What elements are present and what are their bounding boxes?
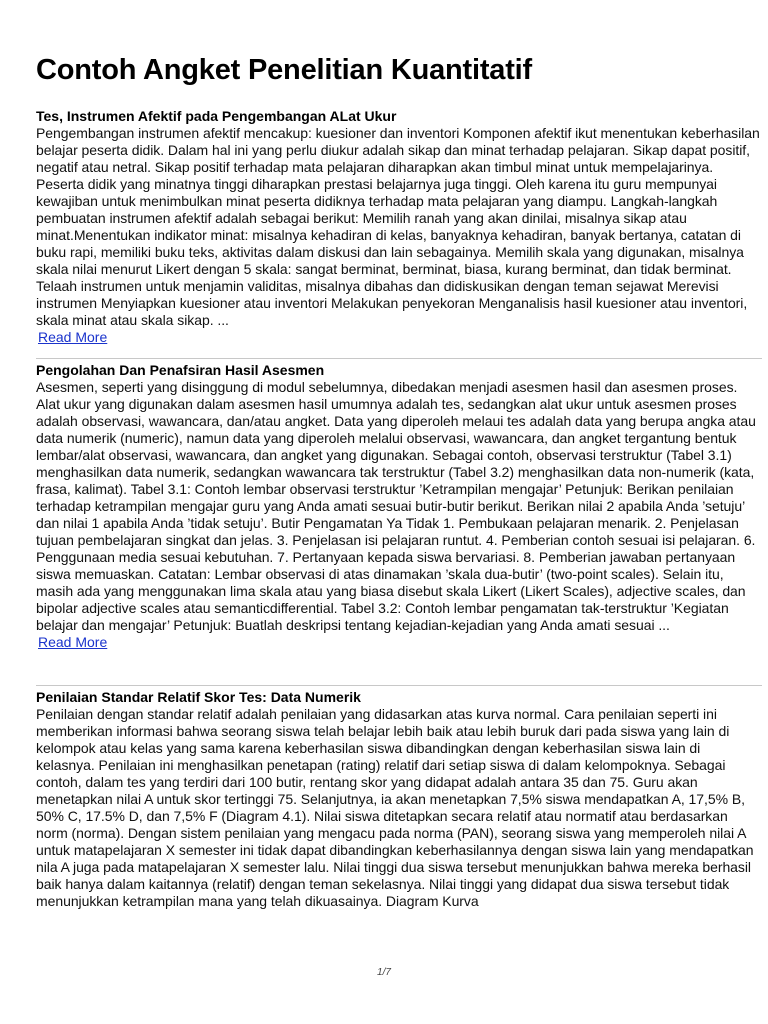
article-section xyxy=(36,108,762,347)
section-body: Penilaian dengan standar relatif adalah penilaian yang didasarkan atas kurva normal. Cara penilaian seperti ini memberikan informasi bahwa seorang siswa telah belajar lebih baik atau lebih buruk dari pada siswa yang lain di kelompok atau kelas yang sama karena keberhasilan siswa dibandingkan dengan keberhasilan siswa lain di kelasnya. Penilaian ini menghasilkan penetapan (rating) relatif dari setiap siswa di dalam kelompoknya. Sebagai contoh, dalam tes yang terdiri dari 100 butir, rentang skor yang didapat adalah antara 35 dan 75. Guru akan menetapkan nilai A untuk skor tertinggi 75. Selanjutnya, ia akan menetapkan 7,5% siswa mendapatkan A, 17,5% B, 50% C, 17.5% D, dan 7,5% F (Diagram 4.1). Nilai siswa ditetapkan secara relatif atau normatif atau berdasarkan norm (norma). Dengan sistem penilaian yang mengacu pada norma (PAN), seorang siswa yang memperoleh nilai A untuk matapelajaran X semester ini tidak dapat dibandingkan keberhasilannya dengan siswa lain yang mendapatkan nila A juga pada matapelajaran X semester lalu. Nilai tinggi dua siswa tersebut menunjukkan bahwa mereka berhasil baik hanya dalam kaitannya (relatif) dengan teman sekelasnya. Nilai tinggi yang didapat dua siswa tersebut tidak menunjukkan ketrampilan mana yang telah dikuasainya. Diagram Kurva xyxy=(36,706,754,909)
read-more-link[interactable]: Read More xyxy=(38,329,108,345)
section-title: Tes, Instrumen Afektif pada Pengembangan ALat Ukur xyxy=(36,108,397,124)
page-title: Contoh Angket Penelitian Kuantitatif xyxy=(36,54,532,86)
section-title: Pengolahan Dan Penafsiran Hasil Asesmen xyxy=(36,362,325,378)
section-divider xyxy=(36,685,762,686)
section-title: Penilaian Standar Relatif Skor Tes: Data Numerik xyxy=(36,689,361,705)
section-body: Pengembangan instrumen afektif mencakup: kuesioner dan inventori Komponen afektif ikut menentukan keberhasilan belajar peserta didik. Dalam hal ini yang perlu diukur adalah sikap dan minat terhadap pelajaran. Sikap dapat positif, negatif atau netral. Sikap positif terhadap mata pelajaran diharapkan akan timbul minat untuk mempelajarinya. Peserta didik yang minatnya tinggi diharapkan prestasi belajarnya juga tinggi. Oleh karena itu guru mempunyai kewajiban untuk menimbulkan minat peserta didiknya terhadap mata pelajaran yang diampu. Langkah-langkah pembuatan instrumen afektif adalah sebagai berikut: Memilih ranah yang akan dinilai, misalnya sikap atau minat.Menentukan indikator minat: misalnya kehadiran di kelas, banyaknya kehadiran, banyak bertanya, catatan di buku rapi, memiliki buku teks, aktivitas dalam diskusi dan lain sebagainya. Memilih skala yang digunakan, misalnya skala nilai menurut Likert dengan 5 skala: sangat berminat, berminat, biasa, kurang berminat, dan tidak berminat. Telaah instrumen untuk menjamin validitas, misalnya dibahas dan didiskusikan dengan teman sejawat Merevisi instrumen Menyiapkan kuesioner atau inventori Melakukan penyekoran Menganalisis hasil kuesioner atau inventori, skala minat atau skala sikap. ... xyxy=(36,125,760,328)
section-body: Asesmen, seperti yang disinggung di modul sebelumnya, dibedakan menjadi asesmen hasil dan asesmen proses. Alat ukur yang digunakan dalam asesmen hasil umumnya adalah tes, sedangkan alat ukur untuk asesmen proses adalah observasi, wawancara, dan/atau angket. Data yang diperoleh melaui tes adalah data yang berupa angka atau data numerik (numeric), namun data yang diperoleh melalui observasi, wawancara, dan angket tergantung bentuk lembar/alat observasi, wawancara, dan angket yang digunakan. Sebagai contoh, observasi terstruktur (Tabel 3.1) menghasilkan data numerik, sedangkan wawancara tak terstruktur (Tabel 3.2) menghasilkan data non-numerik (kata, frasa, kalimat). Tabel 3.1: Contoh lembar observasi terstruktur ’Ketrampilan mengajar’ Petunjuk: Berikan penilaian terhadap ketrampilan mengajar guru yang Anda amati sesuai butir-butir berikut. Berikan nilai 2 apabila Anda ’setuju’ dan nilai 1 apabila Anda ’tidak setuju’. Butir Pengamatan Ya Tidak 1. Pembukaan pelajaran menarik. 2. Penjelasan tujuan pembelajaran singkat dan jelas. 3. Penjelasan isi pelajaran runtut. 4. Pemberian contoh sesuai isi pelajaran. 6. Penggunaan media sesuai kebutuhan. 7. Pertanyaan kepada siswa bervariasi. 8. Pemberian jawaban pertanyaan siswa memuaskan. Catatan: Lembar observasi di atas dinamakan ’skala dua-butir’ (two-point scales). Selain itu, masih ada yang menggunakan lima skala atau yang biasa disebut skala Likert (Likert Scales), adjective scales, dan bipolar adjective scales atau semanticdifferential. Tabel 3.2: Contoh lembar pengamatan tak-terstruktur ’Kegiatan belajar dan mengajar’ Petunjuk: Buatlah deskripsi tentang kejadian-kejadian yang Anda amati sesuai ... xyxy=(36,379,756,633)
page-number: 1/7 xyxy=(377,967,391,978)
section-divider xyxy=(36,358,762,359)
article-section xyxy=(36,689,762,910)
article-section xyxy=(36,362,762,652)
read-more-link[interactable]: Read More xyxy=(38,634,108,650)
